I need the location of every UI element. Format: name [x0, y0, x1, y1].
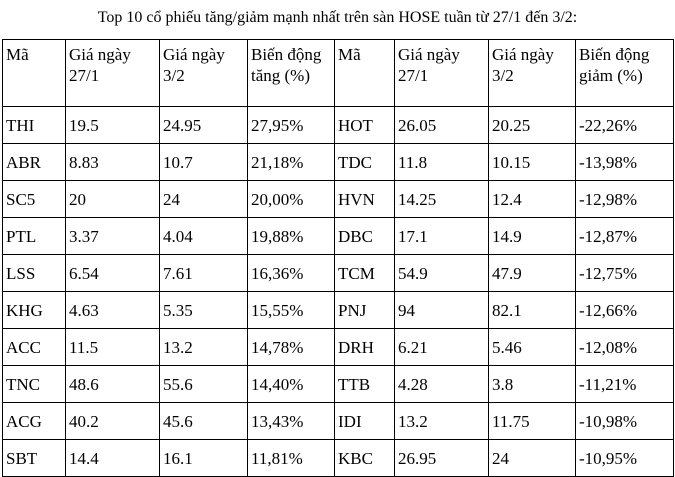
table-row: [3, 181, 674, 218]
header-cell: Giá ngày 3/2: [489, 40, 576, 107]
value-cell: 19.5: [66, 107, 160, 144]
value-cell: 3.8: [489, 366, 576, 403]
stock-code-cell: HVN: [335, 181, 395, 218]
value-cell: -22,26%: [576, 107, 674, 144]
stock-code-cell: HOT: [335, 107, 395, 144]
stock-code-cell: PTL: [3, 218, 66, 255]
value-cell: 24: [160, 181, 248, 218]
value-cell: 55.6: [160, 366, 248, 403]
value-cell: -10,98%: [576, 403, 674, 440]
value-cell: 82.1: [489, 292, 576, 329]
value-cell: 12.4: [489, 181, 576, 218]
value-cell: 5.46: [489, 329, 576, 366]
stock-code-cell: IDI: [335, 403, 395, 440]
value-cell: -12,87%: [576, 218, 674, 255]
value-cell: 13,43%: [248, 403, 335, 440]
value-cell: 14,78%: [248, 329, 335, 366]
value-cell: -12,08%: [576, 329, 674, 366]
header-cell: Biến động giảm (%): [576, 40, 674, 107]
table-title: Top 10 cổ phiếu tăng/giảm mạnh nhất trên sàn HOSE tuần từ 27/1 đến 3/2:: [97, 9, 578, 26]
value-cell: 16.1: [160, 440, 248, 477]
value-cell: 20.25: [489, 107, 576, 144]
value-cell: 4.04: [160, 218, 248, 255]
table-row: [3, 403, 674, 440]
stock-code-cell: SBT: [3, 440, 66, 477]
stock-code-cell: ACC: [3, 329, 66, 366]
value-cell: 24.95: [160, 107, 248, 144]
stock-code-cell: TDC: [335, 144, 395, 181]
stock-code-cell: TTB: [335, 366, 395, 403]
value-cell: 17.1: [395, 218, 489, 255]
value-cell: 4.63: [66, 292, 160, 329]
stock-code-cell: SC5: [3, 181, 66, 218]
value-cell: 16,36%: [248, 255, 335, 292]
value-cell: 26.95: [395, 440, 489, 477]
value-cell: 45.6: [160, 403, 248, 440]
table-row: [3, 218, 674, 255]
stock-table: [2, 39, 674, 477]
header-cell: Giá ngày 27/1: [395, 40, 489, 107]
value-cell: 13.2: [395, 403, 489, 440]
stock-code-cell: TCM: [335, 255, 395, 292]
header-row: [3, 40, 674, 107]
value-cell: 14.25: [395, 181, 489, 218]
value-cell: 3.37: [66, 218, 160, 255]
value-cell: 20: [66, 181, 160, 218]
table-row: [3, 255, 674, 292]
value-cell: 94: [395, 292, 489, 329]
value-cell: -10,95%: [576, 440, 674, 477]
value-cell: 11.75: [489, 403, 576, 440]
value-cell: 14,40%: [248, 366, 335, 403]
stock-code-cell: ACG: [3, 403, 66, 440]
value-cell: 6.21: [395, 329, 489, 366]
stock-code-cell: DRH: [335, 329, 395, 366]
stock-code-cell: ABR: [3, 144, 66, 181]
value-cell: -12,66%: [576, 292, 674, 329]
value-cell: 11.8: [395, 144, 489, 181]
value-cell: 40.2: [66, 403, 160, 440]
value-cell: -12,98%: [576, 181, 674, 218]
header-cell: Mã: [335, 40, 395, 107]
stock-code-cell: DBC: [335, 218, 395, 255]
stock-code-cell: KHG: [3, 292, 66, 329]
value-cell: 26.05: [395, 107, 489, 144]
stock-code-cell: PNJ: [335, 292, 395, 329]
header-cell: Giá ngày 3/2: [160, 40, 248, 107]
stock-code-cell: KBC: [335, 440, 395, 477]
value-cell: 15,55%: [248, 292, 335, 329]
value-cell: 27,95%: [248, 107, 335, 144]
stock-code-cell: LSS: [3, 255, 66, 292]
value-cell: 5.35: [160, 292, 248, 329]
value-cell: 10.15: [489, 144, 576, 181]
value-cell: 14.4: [66, 440, 160, 477]
value-cell: -13,98%: [576, 144, 674, 181]
stock-code-cell: THI: [3, 107, 66, 144]
stock-code-cell: TNC: [3, 366, 66, 403]
value-cell: 20,00%: [248, 181, 335, 218]
value-cell: 11,81%: [248, 440, 335, 477]
value-cell: 4.28: [395, 366, 489, 403]
value-cell: 54.9: [395, 255, 489, 292]
value-cell: 7.61: [160, 255, 248, 292]
value-cell: -11,21%: [576, 366, 674, 403]
value-cell: 19,88%: [248, 218, 335, 255]
value-cell: 13.2: [160, 329, 248, 366]
table-row: [3, 440, 674, 477]
value-cell: 14.9: [489, 218, 576, 255]
value-cell: 24: [489, 440, 576, 477]
table-row: [3, 329, 674, 366]
table-row: [3, 144, 674, 181]
value-cell: -12,75%: [576, 255, 674, 292]
value-cell: 6.54: [66, 255, 160, 292]
header-cell: Mã: [3, 40, 66, 107]
value-cell: 11.5: [66, 329, 160, 366]
header-cell: Giá ngày 27/1: [66, 40, 160, 107]
table-row: [3, 366, 674, 403]
value-cell: 47.9: [489, 255, 576, 292]
value-cell: 8.83: [66, 144, 160, 181]
table-row: [3, 107, 674, 144]
value-cell: 10.7: [160, 144, 248, 181]
table-row: [3, 292, 674, 329]
value-cell: 21,18%: [248, 144, 335, 181]
header-cell: Biến động tăng (%): [248, 40, 335, 107]
value-cell: 48.6: [66, 366, 160, 403]
